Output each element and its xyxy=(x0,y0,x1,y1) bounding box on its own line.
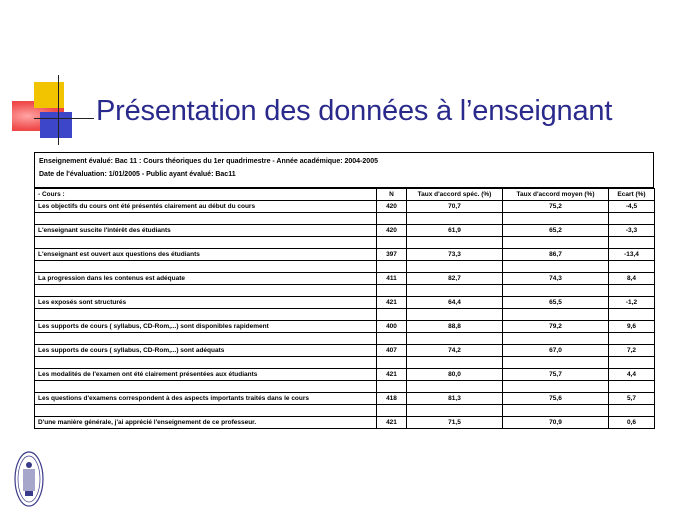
row-taux-spec: 80,0 xyxy=(407,369,503,381)
row-taux-spec: 88,8 xyxy=(407,321,503,333)
spacer-cell xyxy=(503,309,609,321)
row-label: Les questions d'examens correspondent à des aspects importants traités dans le cours xyxy=(35,393,377,405)
spacer-cell xyxy=(377,357,407,369)
row-label: Les supports de cours ( syllabus, CD-Rom,...) sont adéquats xyxy=(35,345,377,357)
table-spacer-row xyxy=(35,213,655,225)
evaluation-sheet xyxy=(34,152,654,429)
spacer-cell xyxy=(377,381,407,393)
spacer-cell xyxy=(609,309,655,321)
table-row xyxy=(35,225,655,237)
spacer-cell xyxy=(503,405,609,417)
spacer-cell xyxy=(407,309,503,321)
row-ecart: 7,2 xyxy=(609,345,655,357)
row-taux-spec: 81,3 xyxy=(407,393,503,405)
spacer-cell xyxy=(377,285,407,297)
spacer-cell xyxy=(407,261,503,273)
spacer-cell xyxy=(377,405,407,417)
spacer-cell xyxy=(609,285,655,297)
info-line-course: Enseignement évalué: Bac 11 : Cours théoriques du 1er quadrimestre - Année académique: 2004-2005 xyxy=(39,158,378,165)
spacer-cell xyxy=(377,213,407,225)
decorative-vertical-line xyxy=(58,75,59,145)
row-ecart: 0,6 xyxy=(609,417,655,429)
decorative-blue-block xyxy=(40,112,72,138)
spacer-cell xyxy=(503,285,609,297)
header-ecart: Ecart (%) xyxy=(609,189,655,201)
spacer-cell xyxy=(609,405,655,417)
table-spacer-row xyxy=(35,357,655,369)
spacer-cell xyxy=(609,213,655,225)
row-ecart: 8,4 xyxy=(609,273,655,285)
spacer-cell xyxy=(609,381,655,393)
row-taux-moyen: 74,3 xyxy=(503,273,609,285)
spacer-cell xyxy=(609,261,655,273)
row-label: Les supports de cours ( syllabus, CD-Rom,...) sont disponibles rapidement xyxy=(35,321,377,333)
row-taux-spec: 82,7 xyxy=(407,273,503,285)
spacer-cell xyxy=(35,333,377,345)
table-row xyxy=(35,393,655,405)
table-spacer-row xyxy=(35,309,655,321)
row-taux-spec: 70,7 xyxy=(407,201,503,213)
spacer-cell xyxy=(503,237,609,249)
row-n: 407 xyxy=(377,345,407,357)
table-row xyxy=(35,297,655,309)
row-label: D'une manière générale, j'ai apprécié l'enseignement de ce professeur. xyxy=(35,417,377,429)
header-taux-spec: Taux d'accord spéc. (%) xyxy=(407,189,503,201)
row-label: La progression dans les contenus est adéquate xyxy=(35,273,377,285)
row-ecart: 9,6 xyxy=(609,321,655,333)
spacer-cell xyxy=(377,237,407,249)
table-spacer-row xyxy=(35,261,655,273)
spacer-cell xyxy=(503,381,609,393)
row-taux-spec: 73,3 xyxy=(407,249,503,261)
row-ecart: 4,4 xyxy=(609,369,655,381)
spacer-cell xyxy=(377,309,407,321)
table-row xyxy=(35,345,655,357)
table-spacer-row xyxy=(35,405,655,417)
spacer-cell xyxy=(407,237,503,249)
row-taux-moyen: 75,2 xyxy=(503,201,609,213)
row-taux-moyen: 65,2 xyxy=(503,225,609,237)
row-ecart: -13,4 xyxy=(609,249,655,261)
spacer-cell xyxy=(407,357,503,369)
header-n: N xyxy=(377,189,407,201)
row-n: 421 xyxy=(377,417,407,429)
row-label: L'enseignant suscite l'intérêt des étudiants xyxy=(35,225,377,237)
spacer-cell xyxy=(407,381,503,393)
table-spacer-row xyxy=(35,381,655,393)
row-taux-moyen: 75,6 xyxy=(503,393,609,405)
spacer-cell xyxy=(609,333,655,345)
spacer-cell xyxy=(407,333,503,345)
evaluation-table xyxy=(34,188,655,429)
spacer-cell xyxy=(35,357,377,369)
spacer-cell xyxy=(35,381,377,393)
spacer-cell xyxy=(503,213,609,225)
row-taux-spec: 74,2 xyxy=(407,345,503,357)
row-n: 418 xyxy=(377,393,407,405)
spacer-cell xyxy=(609,357,655,369)
row-ecart: -4,5 xyxy=(609,201,655,213)
header-cours: - Cours : xyxy=(35,189,377,201)
spacer-cell xyxy=(377,333,407,345)
row-taux-spec: 61,9 xyxy=(407,225,503,237)
table-spacer-row xyxy=(35,285,655,297)
spacer-cell xyxy=(407,405,503,417)
spacer-cell xyxy=(503,333,609,345)
row-label: Les exposés sont structurés xyxy=(35,297,377,309)
row-n: 400 xyxy=(377,321,407,333)
university-seal-icon xyxy=(14,451,44,507)
row-taux-spec: 64,4 xyxy=(407,297,503,309)
spacer-cell xyxy=(609,237,655,249)
spacer-cell xyxy=(503,357,609,369)
row-ecart: -1,2 xyxy=(609,297,655,309)
row-ecart: -3,3 xyxy=(609,225,655,237)
spacer-cell xyxy=(35,261,377,273)
spacer-cell xyxy=(503,261,609,273)
row-ecart: 5,7 xyxy=(609,393,655,405)
decorative-horizontal-line xyxy=(34,118,94,119)
row-n: 420 xyxy=(377,201,407,213)
row-n: 421 xyxy=(377,369,407,381)
table-spacer-row xyxy=(35,333,655,345)
table-row xyxy=(35,273,655,285)
spacer-cell xyxy=(407,285,503,297)
info-line-date: Date de l'évaluation: 1/01/2005 - Public ayant évalué: Bac11 xyxy=(39,171,236,178)
spacer-cell xyxy=(35,309,377,321)
table-row xyxy=(35,417,655,429)
decorative-yellow-block xyxy=(34,82,64,108)
table-spacer-row xyxy=(35,237,655,249)
slide-title: Présentation des données à l’enseignant xyxy=(96,95,613,127)
row-label: L'enseignant est ouvert aux questions des étudiants xyxy=(35,249,377,261)
table-row xyxy=(35,321,655,333)
row-taux-moyen: 75,7 xyxy=(503,369,609,381)
row-taux-moyen: 70,9 xyxy=(503,417,609,429)
row-taux-spec: 71,5 xyxy=(407,417,503,429)
table-header-row xyxy=(35,189,655,201)
evaluation-info xyxy=(34,152,654,188)
table-row xyxy=(35,249,655,261)
row-n: 397 xyxy=(377,249,407,261)
row-n: 421 xyxy=(377,297,407,309)
row-n: 420 xyxy=(377,225,407,237)
spacer-cell xyxy=(377,261,407,273)
spacer-cell xyxy=(35,237,377,249)
row-taux-moyen: 65,5 xyxy=(503,297,609,309)
row-taux-moyen: 79,2 xyxy=(503,321,609,333)
row-taux-moyen: 86,7 xyxy=(503,249,609,261)
row-label: Les objectifs du cours ont été présentés clairement au début du cours xyxy=(35,201,377,213)
table-row xyxy=(35,201,655,213)
spacer-cell xyxy=(407,213,503,225)
row-taux-moyen: 67,0 xyxy=(503,345,609,357)
spacer-cell xyxy=(35,285,377,297)
spacer-cell xyxy=(35,213,377,225)
spacer-cell xyxy=(35,405,377,417)
table-row xyxy=(35,369,655,381)
row-n: 411 xyxy=(377,273,407,285)
header-taux-moyen: Taux d'accord moyen (%) xyxy=(503,189,609,201)
row-label: Les modalités de l'examen ont été clairement présentées aux étudiants xyxy=(35,369,377,381)
